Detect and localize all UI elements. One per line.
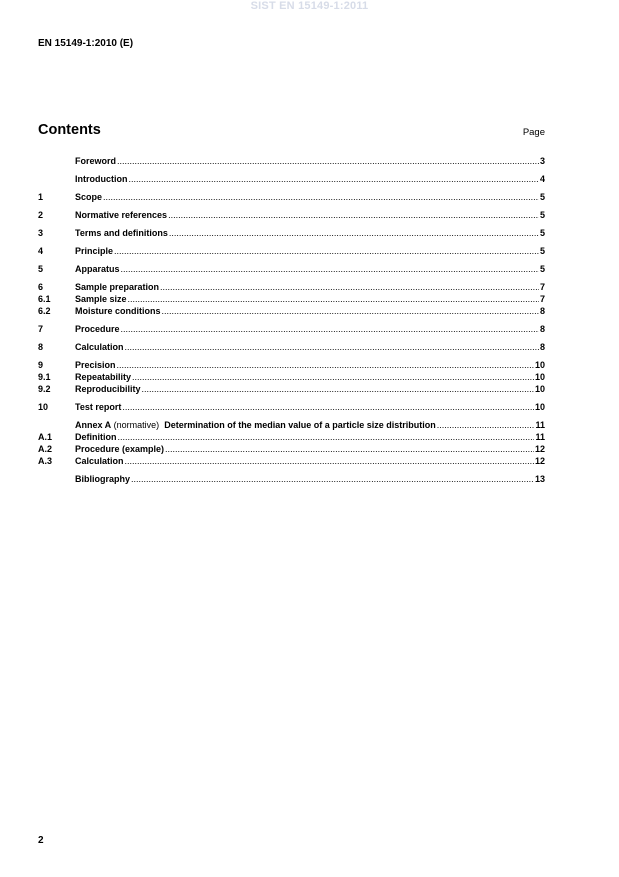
toc-entry-page: 5 <box>539 264 545 274</box>
toc-entry-title <box>75 155 116 167</box>
toc-entry-title <box>75 443 164 455</box>
toc-entry-page: 5 <box>539 246 545 256</box>
toc-entry-page: 12 <box>534 444 545 454</box>
toc-entry-title <box>75 383 141 395</box>
page-column-label: Page <box>522 127 545 138</box>
toc-entry-title-text: Test report <box>75 402 122 412</box>
toc-entry-title-text: Bibliography <box>75 474 131 484</box>
toc-entry-title <box>75 263 120 275</box>
toc-group <box>38 341 545 353</box>
toc-entry[interactable] <box>38 305 545 317</box>
toc-entry-page: 5 <box>539 210 545 220</box>
toc-group <box>38 245 545 257</box>
toc-entry-number: 9.1 <box>38 372 51 382</box>
toc-entry-title-text: Terms and definitions <box>75 228 168 238</box>
toc-entry-title <box>75 281 159 293</box>
toc-entry-number: 2 <box>38 210 44 220</box>
toc-entry-page: 7 <box>539 294 545 304</box>
toc-entry-page: 10 <box>534 384 545 394</box>
table-of-contents <box>38 155 545 491</box>
toc-entry-number: 5 <box>38 264 44 274</box>
toc-entry-number: 8 <box>38 342 44 352</box>
toc-entry-number: 4 <box>38 246 44 256</box>
toc-entry-number: 9 <box>38 360 44 370</box>
toc-entry-page: 10 <box>534 402 545 412</box>
dot-leader <box>128 293 539 305</box>
toc-entry-number: A.3 <box>38 456 53 466</box>
toc-entry-title <box>75 293 127 305</box>
toc-entry-title <box>75 431 117 443</box>
toc-group <box>38 155 545 167</box>
toc-entry-title-text: Repeatability <box>75 372 132 382</box>
toc-group <box>38 263 545 275</box>
toc-entry-title-text: Sample preparation <box>75 282 160 292</box>
toc-entry-title <box>75 419 436 431</box>
toc-entry[interactable] <box>38 359 545 371</box>
toc-entry-title-text: Calculation <box>75 342 124 352</box>
dot-leader <box>437 419 535 431</box>
toc-entry[interactable] <box>38 227 545 239</box>
dot-leader <box>132 371 534 383</box>
toc-entry-title-text: Procedure (example) <box>75 444 165 454</box>
toc-entry-title <box>75 341 124 353</box>
toc-entry-number: 10 <box>38 402 49 412</box>
toc-entry-title <box>75 209 167 221</box>
toc-entry[interactable] <box>38 245 545 257</box>
dot-leader <box>131 473 534 485</box>
toc-entry-page: 5 <box>539 228 545 238</box>
toc-entry[interactable] <box>38 431 545 443</box>
toc-entry[interactable] <box>38 455 545 467</box>
contents-title: Contents <box>38 122 101 138</box>
toc-entry-number: 6.1 <box>38 294 51 304</box>
toc-entry-title <box>75 323 120 335</box>
toc-entry-title-text: Reproducibility <box>75 384 141 394</box>
toc-group <box>38 419 545 467</box>
toc-entry[interactable] <box>38 371 545 383</box>
dot-leader <box>125 341 539 353</box>
toc-entry-number: A.1 <box>38 432 53 442</box>
toc-entry-title-text: Introduction <box>75 174 128 184</box>
toc-entry-title-text: Definition <box>75 432 117 442</box>
toc-entry-title <box>75 191 102 203</box>
toc-entry-title <box>75 359 116 371</box>
toc-entry[interactable] <box>38 209 545 221</box>
dot-leader <box>114 245 539 257</box>
dot-leader <box>162 305 539 317</box>
toc-entry-number: 6.2 <box>38 306 51 316</box>
toc-entry-number: 3 <box>38 228 44 238</box>
toc-entry-page: 13 <box>534 474 545 484</box>
toc-entry-page: 7 <box>539 282 545 292</box>
toc-entry-title <box>75 455 124 467</box>
toc-entry-title-text: Annex A <box>75 420 112 430</box>
toc-entry-page: 8 <box>539 324 545 334</box>
toc-entry[interactable] <box>38 443 545 455</box>
dot-leader <box>121 323 539 335</box>
toc-entry-page: 3 <box>539 156 545 166</box>
toc-entry-number: 7 <box>38 324 44 334</box>
dot-leader <box>125 455 534 467</box>
toc-entry[interactable] <box>38 191 545 203</box>
page-number: 2 <box>38 835 44 846</box>
dot-leader <box>117 155 539 167</box>
toc-entry-title-text: Moisture conditions <box>75 306 161 316</box>
dot-leader <box>129 173 539 185</box>
dot-leader <box>118 431 535 443</box>
toc-group <box>38 323 545 335</box>
toc-entry-title-text: Normative references <box>75 210 168 220</box>
toc-entry-number: 1 <box>38 192 44 202</box>
toc-entry[interactable] <box>38 173 545 185</box>
toc-entry-page: 11 <box>535 432 545 442</box>
toc-entry-title-text: Sample size <box>75 294 127 304</box>
toc-entry-page: 8 <box>539 342 545 352</box>
toc-group <box>38 281 545 317</box>
dot-leader <box>117 359 534 371</box>
toc-group <box>38 227 545 239</box>
toc-entry-title <box>75 473 130 485</box>
toc-entry-page: 11 <box>535 420 545 430</box>
toc-entry-title <box>75 305 161 317</box>
toc-entry-title-text: Principle <box>75 246 114 256</box>
toc-entry-number: A.2 <box>38 444 53 454</box>
toc-group <box>38 173 545 185</box>
toc-entry-title-text: Precision <box>75 360 116 370</box>
dot-leader <box>169 227 539 239</box>
toc-entry-page: 10 <box>534 372 545 382</box>
toc-entry-title <box>75 371 131 383</box>
toc-entry-page: 5 <box>539 192 545 202</box>
toc-entry[interactable] <box>38 323 545 335</box>
toc-entry-title <box>75 173 128 185</box>
toc-entry-title-text: Foreword <box>75 156 117 166</box>
dot-leader <box>122 401 534 413</box>
toc-entry-page: 8 <box>539 306 545 316</box>
toc-entry[interactable] <box>38 281 545 293</box>
document-id: EN 15149-1:2010 (E) <box>38 38 134 49</box>
toc-entry-title-text: Procedure <box>75 324 120 334</box>
toc-entry-annex-type: (normative) <box>111 420 160 430</box>
toc-entry-title <box>75 401 121 413</box>
toc-entry[interactable] <box>38 419 545 431</box>
toc-entry[interactable] <box>38 383 545 395</box>
dot-leader <box>168 209 539 221</box>
toc-entry-title-text: Scope <box>75 192 103 202</box>
toc-entry[interactable] <box>38 155 545 167</box>
toc-entry-title <box>75 227 168 239</box>
toc-entry-annex-title: Determination of the median value of a particle size distribution <box>159 420 436 430</box>
toc-entry-page: 10 <box>534 360 545 370</box>
toc-entry-page: 12 <box>534 456 545 466</box>
toc-entry-page: 4 <box>539 174 545 184</box>
toc-entry-title-text: Apparatus <box>75 264 120 274</box>
watermark: SIST EN 15149-1:2011 <box>250 0 369 12</box>
toc-entry[interactable] <box>38 263 545 275</box>
toc-entry-number: 6 <box>38 282 44 292</box>
toc-entry[interactable] <box>38 341 545 353</box>
toc-group <box>38 473 545 485</box>
toc-entry[interactable] <box>38 473 545 485</box>
toc-group <box>38 401 545 413</box>
dot-leader <box>103 191 539 203</box>
toc-group <box>38 191 545 203</box>
toc-entry-title-text: Calculation <box>75 456 124 466</box>
toc-entry-number: 9.2 <box>38 384 51 394</box>
toc-entry[interactable] <box>38 401 545 413</box>
toc-entry[interactable] <box>38 293 545 305</box>
dot-leader <box>165 443 534 455</box>
dot-leader <box>121 263 539 275</box>
dot-leader <box>160 281 539 293</box>
dot-leader <box>142 383 534 395</box>
toc-entry-title <box>75 245 113 257</box>
toc-group <box>38 209 545 221</box>
toc-group <box>38 359 545 395</box>
